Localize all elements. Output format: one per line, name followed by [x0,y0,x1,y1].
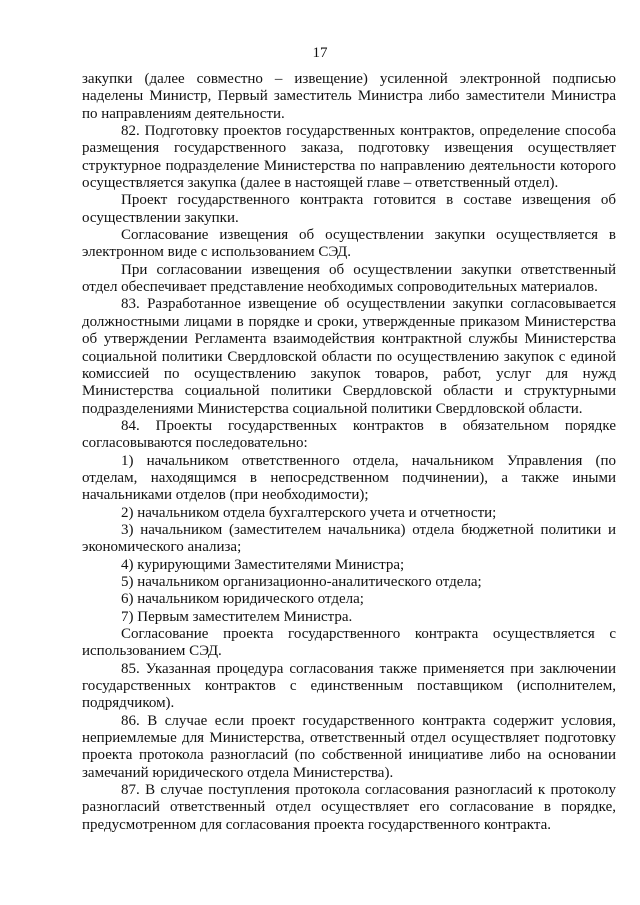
paragraph-83: 83. Разработанное извещение об осуществлении закупки согласовывается должностными лицами в порядке и сроки, утвержденные приказом Министерства об утверждении Регламента взаимодействия контрактной службы Министерства социальной политики Свердловской области по осуществлению закупок с единой комиссией по осуществлению закупок товаров, работ, услуг для нужд Министерства социальной политики Свердловской области и структурными подразделениями Министерства социальной политики Свердловской области. [82,296,616,417]
list-item-1: 1) начальником ответственного отдела, начальником Управления (по отделам, находящимся в непосредственном подчинении), а также иными начальниками отделов (при необходимости); [82,452,616,504]
paragraph-continuation: закупки (далее совместно – извещение) усиленной электронной подписью наделены Министр, Первый заместитель Министра либо заместители Министра по направлениям деятельности. [82,71,616,122]
paragraph-supporting-materials: При согласовании извещения об осуществлении закупки ответственный отдел обеспечивает представление необходимых сопроводительных материалов. [82,261,616,296]
paragraph-contract-draft: Проект государственного контракта готовится в составе извещения об осуществлении закупки. [82,192,616,226]
paragraph-84: 84. Проекты государственных контрактов в обязательном порядке согласовываются последовательно: [82,417,616,452]
paragraph-contract-sed: Согласование проекта государственного контракта осуществляется с использованием СЭД. [82,626,616,660]
paragraph-86: 86. В случае если проект государственного контракта содержит условия, неприемлемые для Министерства, ответственный отдел осуществляет подготовку проекта протокола разногласий (по собственной инициативе либо на основании замечаний юридического отдела Министерства). [82,712,616,781]
paragraph-82: 82. Подготовку проектов государственных контрактов, определение способа размещения государственного заказа, подготовку извещения осуществляет структурное подразделение Министерства по направлению деятельности которого осуществляется закупка (далее в настоящей главе – ответственный отдел). [82,123,616,192]
list-item-6: 6) начальником юридического отдела; [121,591,364,608]
paragraph-85: 85. Указанная процедура согласования также применяется при заключении государственных контрактов с единственным поставщиком (исполнителем, подрядчиком). [82,660,616,712]
page-number: 17 [312,45,328,61]
document-body [82,71,616,834]
list-item-5: 5) начальником организационно-аналитического отдела; [121,573,482,590]
list-item-3: 3) начальником (заместителем начальника) отдела бюджетной политики и экономического анализа; [82,521,616,556]
paragraph-sed-approval: Согласование извещения об осуществлении закупки осуществляется в электронном виде с использованием СЭД. [82,227,616,261]
paragraph-87: 87. В случае поступления протокола согласования разногласий к протоколу разногласий ответственный отдел осуществляет его согласование в порядке, предусмотренном для согласования проекта государственного контракта. [82,782,616,833]
list-item-7: 7) Первым заместителем Министра. [121,608,353,625]
list-item-2: 2) начальником отдела бухгалтерского учета и отчетности; [121,504,497,521]
list-item-4: 4) курирующими Заместителями Министра; [121,556,405,573]
